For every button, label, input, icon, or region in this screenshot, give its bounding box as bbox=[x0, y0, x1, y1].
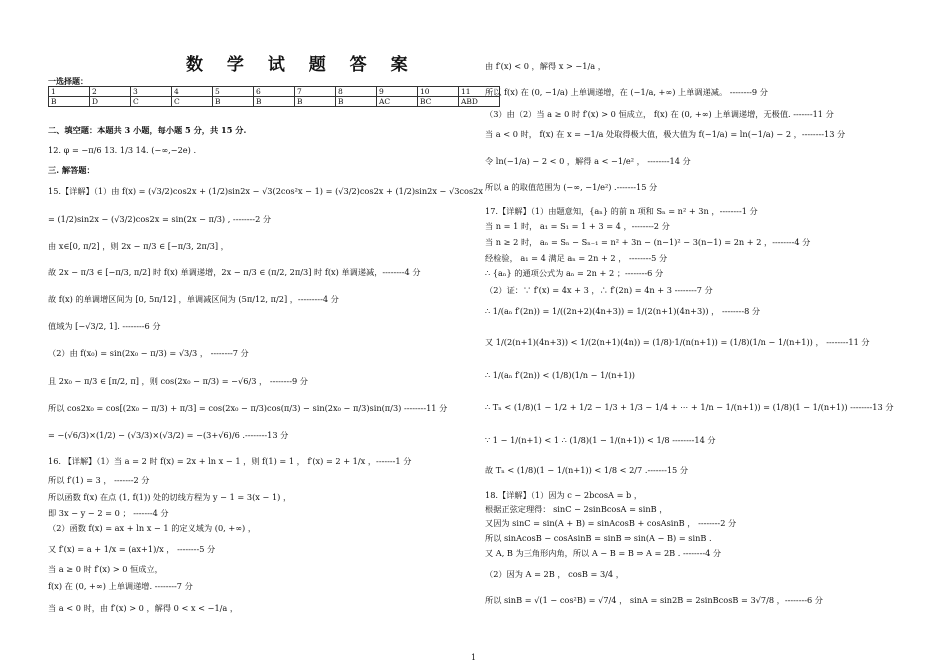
text-line: （2）函数 f(x) = ax + ln x − 1 的定义域为 (0, +∞) ， bbox=[48, 523, 257, 533]
text-line: 所以 a 的取值范围为 (−∞, −1/e²) .-------15 分 bbox=[485, 182, 658, 192]
text-line: ∴ 1/(aₙ f′(2n)) = 1/((2n+2)(4n+3)) = 1/(2(n+1)(4n+3)) ， --------8 分 bbox=[485, 306, 761, 316]
table-row bbox=[49, 97, 500, 107]
table-cell: B bbox=[295, 97, 336, 107]
text-line: 16. 【详解】（1）当 a = 2 时 f(x) = 2x + ln x − 1 ，则 f(1) = 1 ， f′(x) = 2 + 1/x ，-------1 分 bbox=[48, 456, 412, 466]
text-line: 当 n = 1 时， a₁ = S₁ = 1 + 3 = 4 ，--------2 分 bbox=[485, 221, 670, 231]
text-line: 又 f′(x) = a + 1/x = (ax+1)/x ， --------5 分 bbox=[48, 544, 216, 554]
text-line: 当 a ≥ 0 时 f′(x) > 0 恒成立， bbox=[48, 564, 163, 574]
text-line: ∴ 1/(aₙ f′(2n)) < (1/8)(1/n − 1/(n+1)) bbox=[485, 370, 635, 380]
text-line: = (1/2)sin2x − (√3/2)cos2x = sin(2x − π/3) , --------2 分 bbox=[48, 214, 272, 224]
text-line: 所以 sinAcosB − cosAsinB = sinB ⇒ sin(A − B) = sinB . bbox=[485, 533, 712, 543]
table-cell: 7 bbox=[295, 87, 336, 97]
text-line: 又 A, B 为三角形内角，所以 A − B = B ⇒ A = 2B . --------4 分 bbox=[485, 548, 722, 558]
table-cell: 4 bbox=[172, 87, 213, 97]
text-line: 三. 解答题： bbox=[48, 165, 95, 175]
table-cell: 9 bbox=[377, 87, 418, 97]
table-cell: B bbox=[213, 97, 254, 107]
text-line: 12. φ = −π/6 13. 1/3 14. (−∞,−2e) . bbox=[48, 145, 197, 155]
text-line: = −(√6/3)×(1/2) − (√3/3)×(√3/2) = −(3+√6)/6 .--------13 分 bbox=[48, 430, 289, 440]
text-line: 故 f(x) 的单调增区间为 [0, 5π/12] ，单调减区间为 (5π/12, π/2] ，---------4 分 bbox=[48, 294, 339, 304]
table-cell: C bbox=[172, 97, 213, 107]
text-line: （3）由（2）当 a ≥ 0 时 f′(x) > 0 恒成立， f(x) 在 (0, +∞) 上单调递增，无极值. -------11 分 bbox=[485, 109, 834, 119]
text-line: 当 n ≥ 2 时， aₙ = Sₙ − Sₙ₋₁ = n² + 3n − (n−1)² − 3(n−1) = 2n + 2 ，--------4 分 bbox=[485, 237, 811, 247]
text-line: 所以 f′(1) = 3 ， -------2 分 bbox=[48, 475, 150, 485]
text-line: f(x) 在 (0, +∞) 上单调递增. --------7 分 bbox=[48, 581, 193, 591]
table-cell: 8 bbox=[336, 87, 377, 97]
section-choice-heading: 一选择题： bbox=[48, 76, 88, 86]
table-row bbox=[49, 87, 500, 97]
table-cell: B bbox=[49, 97, 90, 107]
text-line: （2）由 f(x₀) = sin(2x₀ − π/3) = √3/3 ， --------7 分 bbox=[48, 348, 249, 358]
text-line: 又 1/(2(n+1)(4n+3)) < 1/(2(n+1)(4n)) = (1/8)·1/(n(n+1)) = (1/8)(1/n − 1/(n+1)) ， --------11 分 bbox=[485, 337, 870, 347]
text-line: ∵ 1 − 1/(n+1) < 1 ∴ (1/8)(1 − 1/(n+1)) < 1/8 --------14 分 bbox=[485, 435, 716, 445]
table-cell: ABD bbox=[459, 97, 500, 107]
text-line: 17.【详解】（1）由题意知，{aₙ} 的前 n 项和 Sₙ = n² + 3n ，--------1 分 bbox=[485, 206, 758, 216]
text-line: 所以 f(x) 在 (0, −1/a) 上单调递增，在 (−1/a, +∞) 上单调递减。 --------9 分 bbox=[485, 87, 768, 97]
text-line: 故 Tₙ < (1/8)(1 − 1/(n+1)) < 1/8 < 2/7 .-------15 分 bbox=[485, 465, 689, 475]
text-line: 故 2x − π/3 ∈ [−π/3, π/2] 时 f(x) 单调递增，2x − π/3 ∈ (π/2, 2π/3] 时 f(x) 单调递减，--------4 分 bbox=[48, 267, 421, 277]
text-line: 又因为 sinC = sin(A + B) = sinAcosB + cosAsinB ， --------2 分 bbox=[485, 518, 737, 528]
text-line: 所以 cos2x₀ = cos[(2x₀ − π/3) + π/3] = cos(2x₀ − π/3)cos(π/3) − sin(2x₀ − π/3)sin(π/3) --------11 分 bbox=[48, 403, 448, 413]
table-cell: 3 bbox=[131, 87, 172, 97]
text-line: 由 x∈[0, π/2] ，则 2x − π/3 ∈ [−π/3, 2π/3] ， bbox=[48, 241, 229, 251]
text-line: 经检验， a₁ = 4 满足 aₙ = 2n + 2 ， --------5 分 bbox=[485, 253, 668, 263]
text-line: 根据正弦定理得： sinC − 2sinBcosA = sinB ， bbox=[485, 504, 668, 514]
text-line: 即 3x − y − 2 = 0 ； -------4 分 bbox=[48, 508, 169, 518]
table-cell: C bbox=[131, 97, 172, 107]
text-line: 当 a < 0 时，由 f′(x) > 0 ，解得 0 < x < −1/a ， bbox=[48, 603, 239, 613]
text-line: ∴ Tₙ < (1/8)(1 − 1/2 + 1/2 − 1/3 + 1/3 − 1/4 + ⋯ + 1/n − 1/(n+1)) = (1/8)(1 − 1/(n+1)) --------13 分 bbox=[485, 402, 894, 412]
text-line: 所以函数 f(x) 在点 (1, f(1)) 处的切线方程为 y − 1 = 3(x − 1) ， bbox=[48, 492, 292, 502]
table-cell: 6 bbox=[254, 87, 295, 97]
table-cell: 1 bbox=[49, 87, 90, 97]
text-line: 值域为 [−√3/2, 1]. --------6 分 bbox=[48, 321, 161, 331]
page-number: 1 bbox=[471, 653, 477, 662]
table-cell: 5 bbox=[213, 87, 254, 97]
page-title: 数 学 试 题 答 案 bbox=[186, 55, 417, 75]
text-line: 15.【详解】（1）由 f(x) = (√3/2)cos2x + (1/2)sin2x − √3(2cos²x − 1) = (√3/2)cos2x + (1/2)sin2x − √3cos2x bbox=[48, 186, 483, 196]
text-line: ∴ {aₙ} 的通项公式为 aₙ = 2n + 2 ；--------6 分 bbox=[485, 268, 664, 278]
text-line: （2）因为 A = 2B ， cosB = 3/4 ， bbox=[485, 569, 624, 579]
table-cell: D bbox=[90, 97, 131, 107]
text-line: 二、填空题：本题共 3 小题，每小题 5 分，共 15 分. bbox=[48, 125, 247, 135]
text-line: 18.【详解】（1）因为 c − 2bcosA = b ， bbox=[485, 490, 643, 500]
answer-table bbox=[48, 86, 500, 107]
text-line: 当 a < 0 时， f(x) 在 x = −1/a 处取得极大值，极大值为 f(−1/a) = ln(−1/a) − 2 ，--------13 分 bbox=[485, 129, 846, 139]
text-line: 且 2x₀ − π/3 ∈ [π/2, π] ，则 cos(2x₀ − π/3) = −√6/3 ， --------9 分 bbox=[48, 376, 308, 386]
table-cell: 2 bbox=[90, 87, 131, 97]
text-line: （2）证：∵ f′(x) = 4x + 3 ，∴ f′(2n) = 4n + 3 --------7 分 bbox=[485, 285, 713, 295]
table-cell: BC bbox=[418, 97, 459, 107]
text-line: 令 ln(−1/a) − 2 < 0 ，解得 a < −1/e² ， --------14 分 bbox=[485, 156, 691, 166]
table-cell: B bbox=[336, 97, 377, 107]
text-line: 由 f′(x) < 0 ，解得 x > −1/a ， bbox=[485, 61, 606, 71]
table-cell: 11 bbox=[459, 87, 500, 97]
table-cell: 10 bbox=[418, 87, 459, 97]
table-cell: B bbox=[254, 97, 295, 107]
table-cell: AC bbox=[377, 97, 418, 107]
text-line: 所以 sinB = √(1 − cos²B) = √7/4 ， sinA = sin2B = 2sinBcosB = 3√7/8 ，--------6 分 bbox=[485, 595, 823, 605]
